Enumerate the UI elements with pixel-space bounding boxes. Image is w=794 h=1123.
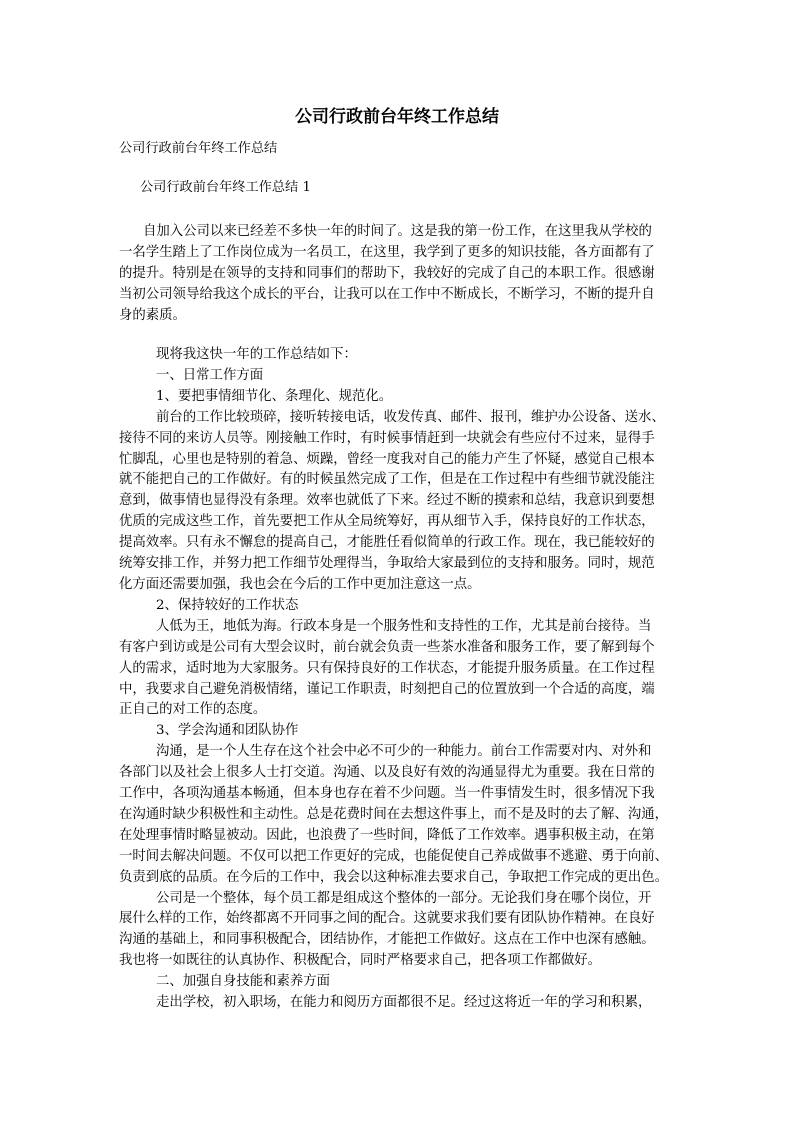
subheading: 2、保持较好的工作状态 xyxy=(156,597,299,613)
text-line: 一名学生踏上了工作岗位成为一名员工，在这里，我学到了更多的知识技能，各方面都有了 xyxy=(119,244,655,260)
text-line: 展什么样的工作，始终都离不开同事之间的配合。这就要求我们要有团队协作精神。在良好 xyxy=(119,911,655,927)
text-line: 的提升。特别是在领导的支持和同事们的帮助下，我较好的完成了自己的本职工作。很感谢 xyxy=(119,265,655,281)
text-line: 优质的完成这些工作，首先要把工作从全局统筹好，再从细节入手，保持良好的工作状态， xyxy=(119,514,655,530)
text-line: 前台的工作比较琐碎，接听转接电话，收发传真、邮件、报刊，维护办公设备、送水、 xyxy=(156,409,665,425)
text-line: 公司是一个整体，每个员工都是组成这个整体的一部分。无论我们身在哪个岗位，开 xyxy=(156,890,652,906)
text-line: 中，我要求自己避免消极情绪，谨记工作职责，时刻把自己的位置放到一个合适的高度，端 xyxy=(119,681,655,697)
text-line: 工作中，各项沟通基本畅通，但本身也存在着不少问题。当一件事情发生时，很多情况下我 xyxy=(119,786,655,802)
text-line: 人的需求，适时地为大家服务。只有保持良好的工作状态，才能提升服务质量。在工作过程 xyxy=(119,660,655,676)
text-line: 正自己的对工作的态度。 xyxy=(119,702,267,718)
intro-paragraph xyxy=(119,222,675,327)
text-line: 接待不同的来访人员等。刚接触工作时，有时候事情赶到一块就会有些应付不过来，显得手 xyxy=(119,430,655,446)
text-line: 统筹安排工作，并努力把工作细节处理得当，争取给大家最到位的支持和服务。同时，规范 xyxy=(119,556,655,572)
text-line: 负责到底的品质。在今后的工作中，我会以这种标准去要求自己，争取把工作完成的更出色。 xyxy=(119,869,669,885)
text-line: 我也将一如既往的认真协作、积极配合，同时严格要求自己，把各项工作都做好。 xyxy=(119,953,602,969)
text-line: 人低为王，地低为海。行政本身是一个服务性和支持性的工作，尤其是前台接待。当 xyxy=(156,618,652,634)
subheading: 二、加强自身技能和素养方面 xyxy=(156,974,331,990)
text-line: 提高效率。只有永不懈怠的提高自己，才能胜任看似简单的行政工作。现在，我已能较好的 xyxy=(119,535,655,551)
text-line: 当初公司领导给我这个成长的平台，让我可以在工作中不断成长，不断学习，不断的提升自 xyxy=(119,286,655,302)
document-subtitle: 公司行政前台年终工作总结 xyxy=(119,141,278,156)
text-line: 走出学校，初入职场，在能力和阅历方面都很不足。经过这将近一年的学习和积累， xyxy=(156,995,652,1011)
section-heading: 公司行政前台年终工作总结 1 xyxy=(140,180,311,195)
subheading: 3、学会沟通和团队协作 xyxy=(156,723,299,739)
text-line: 就不能把自己的工作做好。有的时候虽然完成了工作，但是在工作过程中有些细节就没能注 xyxy=(119,472,655,488)
text-line: 自加入公司以来已经差不多快一年的时间了。这是我的第一份工作，在这里我从学校的 xyxy=(143,224,652,239)
text-line: 沟通，是一个人生存在这个社会中必不可少的一种能力。前台工作需要对内、对外和 xyxy=(156,744,652,760)
text-line: 化方面还需要加强，我也会在今后的工作中更加注意这一点。 xyxy=(119,576,481,592)
text-line: 忙脚乱，心里也是特别的着急、烦躁，曾经一度我对自己的能力产生了怀疑，感觉自己根本 xyxy=(119,451,655,467)
text-line: 一时间去解决问题。不仅可以把工作更好的完成，也能促使自己养成做事不逃避、勇于向前、 xyxy=(119,848,669,864)
text-line: 意到，做事情也显得没有条理。效率也就低了下来。经过不断的摸索和总结，我意识到要想 xyxy=(119,493,655,509)
text-line: 现将我这快一年的工作总结如下： xyxy=(156,347,357,362)
text-line: 在处理事情时略显被动。因此，也浪费了一些时间，降低了工作效率。遇事积极主动，在第 xyxy=(119,827,655,843)
body-text xyxy=(119,345,675,1014)
subheading: 1、要把事情细节化、条理化、规范化。 xyxy=(156,388,393,404)
text-line: 身的素质。 xyxy=(119,307,186,323)
subheading: 一、日常工作方面 xyxy=(156,367,264,383)
text-line: 各部门以及社会上很多人士打交道。沟通、以及良好有效的沟通显得尤为重要。我在日常的 xyxy=(119,765,655,781)
text-line: 有客户到访或是公司有大型会议时，前台就会负责一些茶水准备和服务工作，要了解到每个 xyxy=(119,639,655,655)
text-line: 在沟通时缺少积极性和主动性。总是花费时间在去想这件事上，而不是及时的去了解、沟通， xyxy=(119,806,669,822)
document-title: 公司行政前台年终工作总结 xyxy=(295,107,499,127)
text-line: 沟通的基础上，和同事积极配合，团结协作，才能把工作做好。这点在工作中也深有感触。 xyxy=(119,932,655,948)
